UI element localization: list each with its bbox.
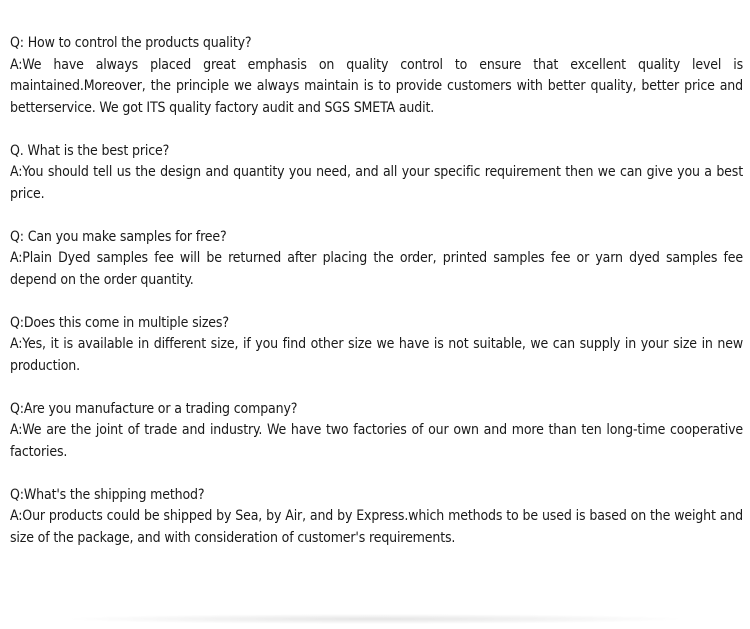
- faq-item-quality-control: [10, 33, 743, 119]
- faq-question: Q: How to control the products quality?: [10, 35, 252, 51]
- faq-answer: A:We have always placed great emphasis on quality control to ensure that excellent quality level is maintained.Moreover, the principle we always maintain is to provide customers with better quality, better price and betterservice. We got ITS quality factory audit and SGS SMETA audit.: [10, 56, 743, 116]
- faq-question: Q: Can you make samples for free?: [10, 228, 227, 245]
- bottom-shadow-divider: [70, 614, 680, 624]
- faq-item-multiple-sizes: [10, 313, 743, 378]
- faq-answer: A:You should tell us the design and quantity you need, and all your specific requirement then we can give you a best price.: [10, 164, 743, 202]
- faq-question: Q:Does this come in multiple sizes?: [10, 314, 229, 331]
- faq-question: Q. What is the best price?: [10, 142, 170, 159]
- faq-question: Q:What's the shipping method?: [10, 486, 205, 503]
- faq-item-free-samples: [10, 227, 743, 292]
- faq-item-best-price: [10, 141, 743, 206]
- faq-answer: A:We are the joint of trade and industry. We have two factories of our own and more than ten long-time cooperative factories.: [10, 422, 743, 460]
- faq-item-company-type: [10, 399, 743, 464]
- faq-answer: A:Yes, it is available in different size, if you find other size we have is not suitable, we can supply in your size in new production.: [10, 336, 743, 374]
- faq-item-shipping-method: [10, 485, 743, 550]
- faq-answer: A:Our products could be shipped by Sea, by Air, and by Express.which methods to be used is based on the weight and size of the package, and with consideration of customer's requirements.: [10, 508, 743, 546]
- faq-question: Q:Are you manufacture or a trading company?: [10, 400, 298, 417]
- faq-answer: A:Plain Dyed samples fee will be returned after placing the order, printed samples fee or yarn dyed samples fee depend on the order quantity.: [10, 250, 743, 288]
